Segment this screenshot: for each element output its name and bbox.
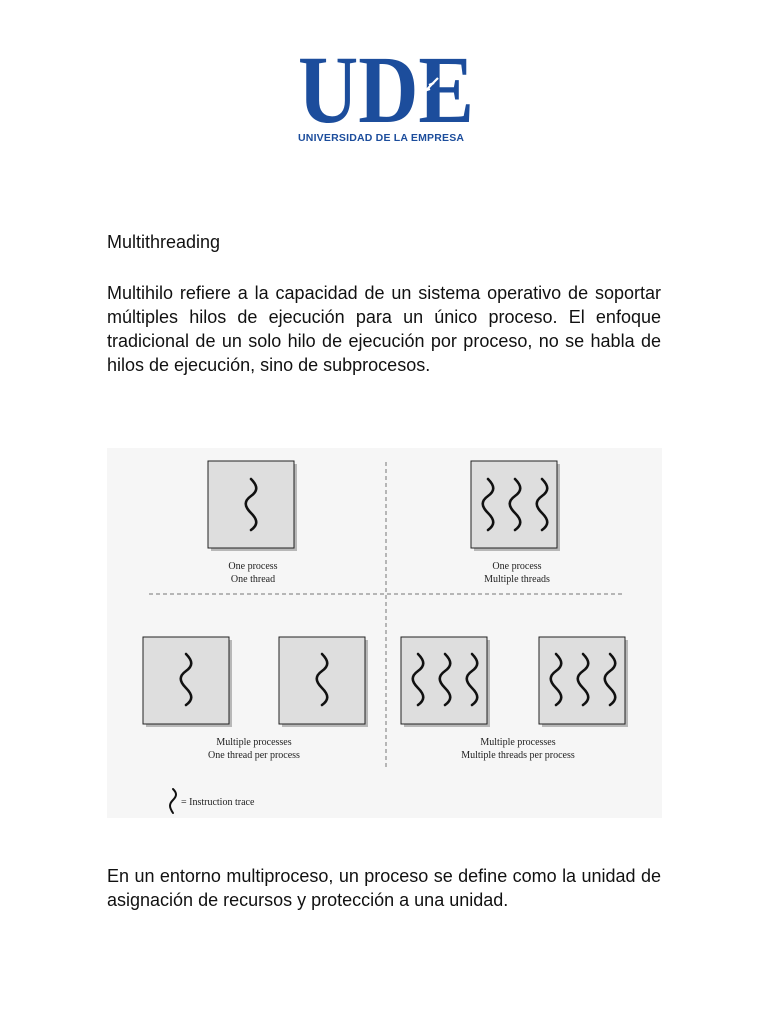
process-box bbox=[279, 637, 368, 727]
university-logo bbox=[296, 48, 476, 148]
caption-line: One thread per process bbox=[208, 750, 300, 761]
caption-line: Multiple processes bbox=[480, 737, 556, 748]
ude-wordmark bbox=[296, 48, 476, 128]
caption-line: One process bbox=[492, 561, 542, 572]
logo-wordmark: UDE bbox=[298, 48, 474, 128]
process-box bbox=[401, 637, 490, 727]
instruction-trace-icon bbox=[170, 789, 176, 813]
legend-label: = Instruction trace bbox=[181, 797, 255, 808]
caption-line: One thread bbox=[230, 574, 276, 585]
threads-processes-figure bbox=[107, 448, 662, 818]
section-heading: Multithreading bbox=[107, 232, 221, 252]
caption-line: Multiple threads bbox=[484, 574, 550, 585]
process-box bbox=[539, 637, 628, 727]
caption-line: Multiple processes bbox=[216, 737, 292, 748]
process-box bbox=[143, 637, 232, 727]
logo-subtitle: UNIVERSIDAD DE LA EMPRESA bbox=[298, 132, 465, 144]
closing-paragraph: En un entorno multiproceso, un proceso se define como la unidad de asignación de recursos y protección a una unidad. bbox=[107, 866, 661, 910]
caption-line: One process bbox=[228, 561, 278, 572]
process-box bbox=[471, 461, 560, 551]
intro-paragraph: Multihilo refiere a la capacidad de un sistema operativo de soportar múltiples hilos de ejecución para un único proceso. El enfoque tradicional de un solo hilo de ejecución por proceso, no se habla de hilos de ejecución, sino de subprocesos. bbox=[107, 283, 661, 375]
process-box bbox=[208, 461, 297, 551]
caption-line: Multiple threads per process bbox=[461, 750, 575, 761]
